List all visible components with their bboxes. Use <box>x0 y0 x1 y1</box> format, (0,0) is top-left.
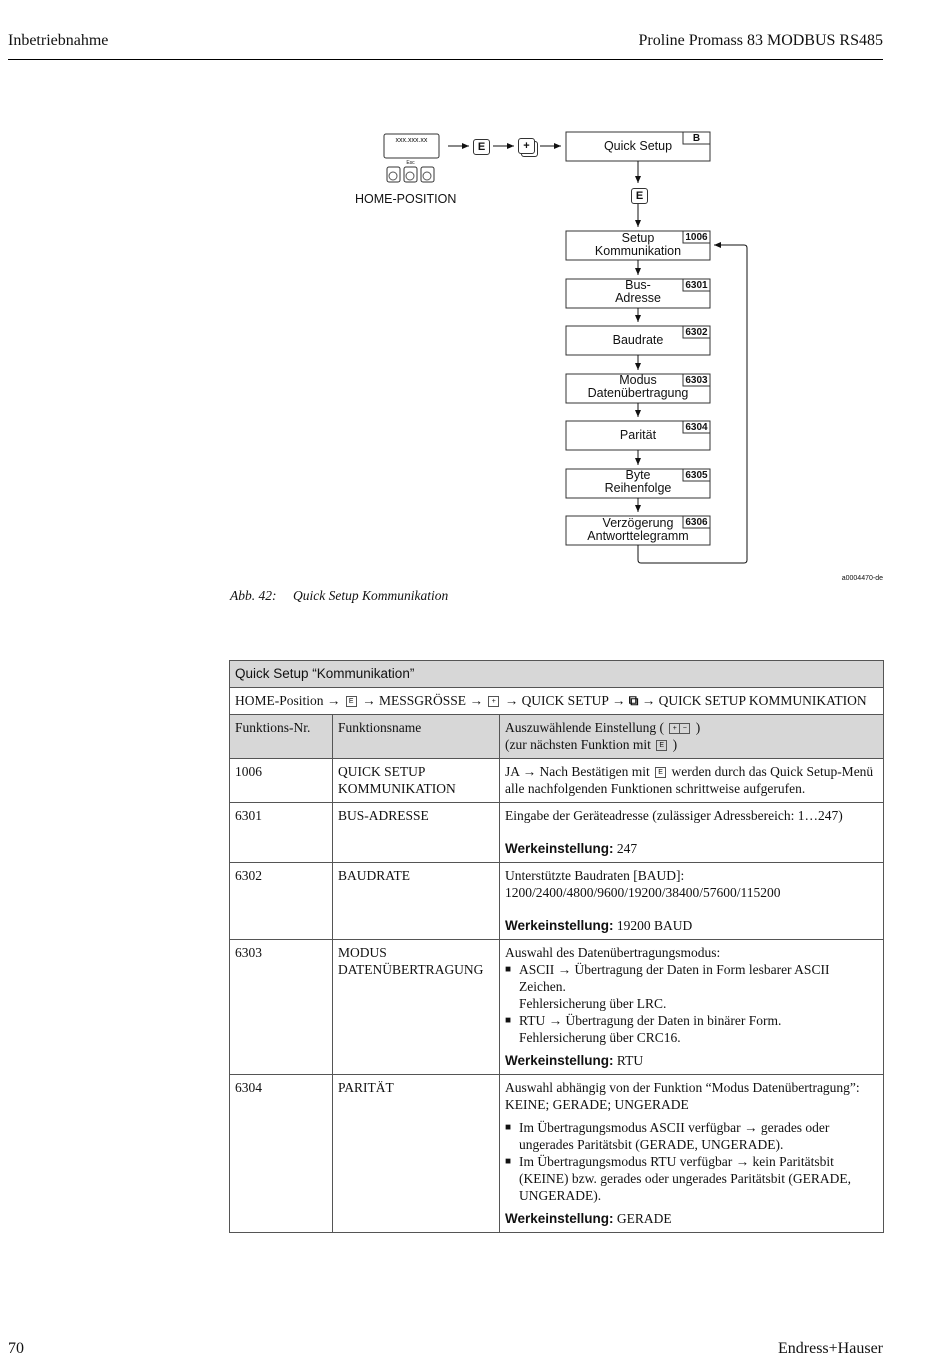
plus-key-icon: + <box>669 723 680 734</box>
diagram-lines <box>0 0 950 600</box>
e-key-icon: E <box>655 767 666 778</box>
function-name: BAUDRATE <box>333 863 500 940</box>
minus-key-icon: − <box>679 723 690 734</box>
list-item: ■ RTU → Übertragung der Daten in binärer Form. Fehlersicherung über CRC16. <box>505 1012 878 1046</box>
caption-number: Abb. 42: <box>230 588 277 603</box>
function-nr: 6304 <box>230 1075 333 1233</box>
e-key-icon: E <box>473 139 490 155</box>
figure-caption <box>230 588 448 604</box>
function-nr: 1006 <box>230 759 333 803</box>
table-row <box>230 863 884 940</box>
function-nr: 6302 <box>230 863 333 940</box>
function-name: QUICK SETUP KOMMUNIKATION <box>333 759 500 803</box>
step-label: Modus Datenübertragung <box>587 373 689 400</box>
function-name: MODUS DATENÜBERTRAGUNG <box>333 940 500 1075</box>
quick-setup-table <box>229 660 884 1233</box>
function-nr: 6303 <box>230 940 333 1075</box>
step-label: Parität <box>619 428 657 442</box>
page-number: 70 <box>8 1340 24 1357</box>
function-setting: Auswahl des Datenübertragungsmodus: ■ ASCII → Übertragung der Daten in Form lesbarer ASCII Zeichen. Fehlersicherung über LRC. ■ RTU → Übertragung der Daten in binärer Form. Fehlersicherung über CRC16. Werkeinstellung: RTU <box>500 940 884 1075</box>
table-row <box>230 759 884 803</box>
navigation-path: HOME-Position → E → MESSGRÖSSE → + → QUICK SETUP → ⧉ → QUICK SETUP KOMMUNIKATION <box>230 688 884 715</box>
plus-key-icon: + <box>488 696 499 707</box>
table-row <box>230 1075 884 1233</box>
plus-key-icon: + <box>518 138 535 154</box>
list-item: ■ ASCII → Übertragung der Daten in Form lesbarer ASCII Zeichen. Fehlersicherung über LRC. <box>505 961 878 1012</box>
step-code: 6306 <box>685 517 708 528</box>
quick-setup-diagram <box>0 0 950 600</box>
table-header-row <box>230 715 884 759</box>
function-nr: 6301 <box>230 803 333 863</box>
col-header-nr: Funktions-Nr. <box>230 715 333 759</box>
function-name: PARITÄT <box>333 1075 500 1233</box>
plus-minus-keys-icon: ⧉ <box>628 693 639 708</box>
step-label: Baudrate <box>612 333 664 347</box>
step-code: 6304 <box>685 422 708 433</box>
step-label: Byte Reihenfolge <box>604 468 672 495</box>
quick-setup-label: Quick Setup <box>603 139 673 153</box>
step-label: Setup Kommunikation <box>594 231 682 258</box>
table-title-row <box>230 661 884 688</box>
figure-id: a0004470-de <box>841 575 883 582</box>
table-row <box>230 803 884 863</box>
function-setting: Unterstützte Baudraten [BAUD]: 1200/2400/4800/9600/19200/38400/57600/115200 Werkeinstellung: 19200 BAUD <box>500 863 884 940</box>
step-code: 6305 <box>685 470 708 481</box>
table-title: Quick Setup “Kommunikation” <box>230 661 884 688</box>
function-setting: Eingabe der Geräteadresse (zulässiger Adressbereich: 1…247) Werkeinstellung: 247 <box>500 803 884 863</box>
e-key-icon: E <box>346 696 357 707</box>
esc-label: Esc <box>406 160 415 166</box>
function-name: BUS-ADRESSE <box>333 803 500 863</box>
header-section-title: Inbetriebnahme <box>8 32 109 49</box>
col-header-name: Funktionsname <box>333 715 500 759</box>
header-product-name: Proline Promass 83 MODBUS RS485 <box>638 32 883 49</box>
quick-setup-code: B <box>692 133 701 144</box>
function-setting: Auswahl abhängig von der Funktion “Modus Datenübertragung”: KEINE; GERADE; UNGERADE ■ Im Übertragungsmodus ASCII verfügbar → gerades oder ungerades Paritätsbit (GERADE, UNGERADE). ■ Im Übertragungsmodus RTU verfügbar → kein Paritätsbit (KEINE) bzw. gerades oder ungerades Paritätsbit (GERADE, UNGERADE). Werkeinstellung: GERADE <box>500 1075 884 1233</box>
step-code: 6303 <box>685 375 708 386</box>
step-code: 6301 <box>685 280 708 291</box>
step-label: Verzögerung Antworttelegramm <box>587 516 689 543</box>
caption-text: Quick Setup Kommunikation <box>293 588 449 603</box>
publisher: Endress+Hauser <box>778 1340 883 1357</box>
list-item: ■ Im Übertragungsmodus ASCII verfügbar → gerades oder ungerades Paritätsbit (GERADE, UNGERADE). <box>505 1119 878 1153</box>
step-code: 1006 <box>685 232 708 243</box>
e-key-icon: E <box>656 740 667 751</box>
e-key-icon: E <box>631 188 648 204</box>
function-setting: JA → Nach Bestätigen mit E werden durch das Quick Setup-Menü alle nachfolgenden Funktionen schrittweise aufgerufen. <box>500 759 884 803</box>
step-code: 6302 <box>685 327 708 338</box>
home-position-label: HOME-POSITION <box>355 192 457 206</box>
display-text: xxx.xxx.xx <box>395 137 428 144</box>
table-row <box>230 940 884 1075</box>
list-item: ■ Im Übertragungsmodus RTU verfügbar → kein Paritätsbit (KEINE) bzw. gerades oder ungerades Paritätsbit (GERADE, UNGERADE). <box>505 1153 878 1204</box>
col-header-setting: Auszuwählende Einstellung ( + − ) (zur nächsten Funktion mit E ) <box>500 715 884 759</box>
table-path-row <box>230 688 884 715</box>
step-label: Bus- Adresse <box>615 278 661 305</box>
